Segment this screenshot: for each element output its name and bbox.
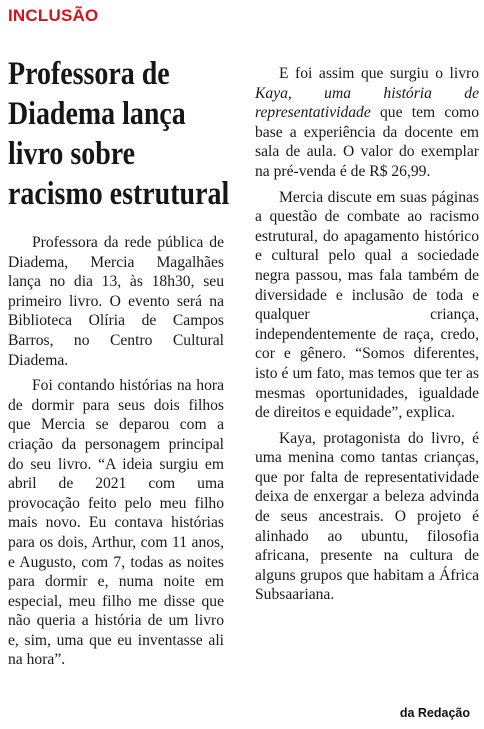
headline-line: racismo estrutural (8, 176, 230, 212)
body-paragraph (255, 64, 479, 182)
book-title: Kaya, uma história de representatividade (255, 84, 479, 122)
byline: da Redação (399, 706, 470, 720)
headline-line: livro sobre (8, 136, 136, 172)
headline (8, 54, 230, 214)
headline-line: Diadema lança (8, 96, 186, 132)
article-column-right (255, 64, 479, 605)
body-paragraph: Foi contando histórias na hora de dormir para seus dois filhos que Mercia se deparou com a criação da personagem principal do seu livro. “A ideia surgiu em abril de 2021 com uma provocação feito pelo meu filho mais novo. Eu contava histórias para os dois, Arthur, com 11 anos, e Augusto, com 7, todas as noites para dormir e, numa noite em especial, meu filho me disse que não queria a história de um livro e, sim, uma que eu inventasse ali na hora”. (8, 377, 224, 669)
body-paragraph: Mercia discute em suas páginas a questão de combate ao racismo estrutural, do apagamento histórico e cultural pelo qual a sociedade negra passou, mas fala também de diversidade e inclusão de toda e qualquer criança, independentemente de raça, credo, cor e gênero. “Somos diferentes, isto é um fato, mas temos que ter as mesmas oportunidades, igualdade de direitos e equidade”, explica. (255, 188, 479, 422)
body-text: que tem como base a experiência da docente em sala de aula. O valor do exemplar na pré-venda é de R$ 26,99. (255, 104, 479, 180)
body-paragraph: Kaya, protagonista do livro, é uma menina como tantas crianças, que por falta de representatividade deixa de enxergar a beleza advinda de seus ancestrais. O projeto é alinhado ao ubuntu, filosofia africana, presente na cultura de alguns grupos que habitam a África Subsaariana. (255, 429, 479, 604)
headline-line: Professora de (8, 56, 170, 92)
body-paragraph: Professora da rede pública de Diadema, Mercia Magalhães lança no dia 13, às 18h30, seu primeiro livro. O evento será na Biblioteca Olíria de Campos Barros, no Centro Cultural Diadema. (8, 234, 224, 369)
article-column-left (8, 233, 224, 670)
section-label: INCLUSÃO (8, 6, 99, 25)
body-text: E foi assim que surgiu o livro (279, 65, 479, 82)
